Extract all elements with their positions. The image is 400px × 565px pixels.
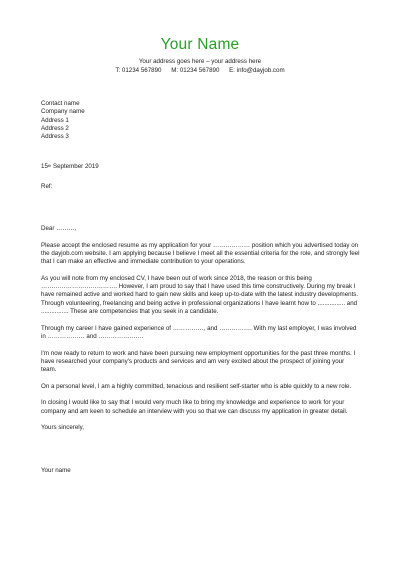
recipient-address-3: Address 3 (41, 133, 69, 141)
reference-line: Ref: (41, 182, 53, 190)
paragraph-career-break: As you will note from my enclosed CV, I have been out of work since 2018, the reason or this being ………………………………. However, I am proud to say that I have used this time constructively. During my break I have remained active and worked hard to gain new skills and keep up-to-date with the latest industry developments. Through volunteering, freelancing and being active in professional organizations I have learnt how to ................ and ................ These are competencies that you seek in a candidate. (41, 274, 359, 316)
letter-date (41, 163, 361, 171)
letter-body (41, 100, 361, 475)
sender-name: Your Name (160, 36, 240, 53)
date-month-year: September 2019 (51, 163, 99, 171)
sender-email: E: info@dayjob.com (229, 67, 285, 74)
letter-header (0, 36, 400, 75)
sender-telephone: T: 01234 567890 (115, 67, 162, 74)
recipient-contact-name: Contact name (41, 100, 80, 107)
recipient-company-name: Company name (41, 108, 85, 116)
paragraph-intro: Please accept the enclosed resume as my application for your ……………… position which you advertised today on the dayjob.com website. I am applying because I believe I meet all the essential criteria for the role, and strongly feel that I can make an effective and immediate contribution to your operations. (41, 241, 360, 266)
paragraph-closing: In closing I would like to say that I would very much like to bring my knowledge and experience to work for your company and am keen to schedule an interview with you so that we can discuss my application in greater detail. (41, 399, 348, 415)
sender-contact-line (0, 66, 400, 75)
paragraph-experience: Through my career I have gained experience of ……………, and ……………. With my last employer, I was involved in ……………… and …………………. (41, 324, 357, 340)
signature-name: Your name (41, 466, 71, 474)
sender-address: Your address goes here – your address here (138, 58, 262, 65)
recipient-address-2: Address 2 (41, 124, 69, 132)
paragraph-return-to-work: I'm now ready to return to work and have been pursuing new employment opportunities for the past three months. I have researched your company's products and services and am very excited about the prospect of joining your team. (41, 349, 356, 374)
date-day: 15 (41, 163, 48, 171)
recipient-block (41, 100, 361, 141)
date-suffix: th (47, 163, 52, 169)
salutation: Dear ………, (41, 225, 77, 233)
recipient-address-1: Address 1 (41, 116, 69, 124)
sender-mobile: M: 01234 567890 (171, 67, 220, 74)
paragraph-personal: On a personal level, I am a highly committed, tenacious and resilient self-starter who is able quickly to a new role. (41, 382, 352, 390)
sign-off: Yours sincerely, (41, 424, 84, 432)
